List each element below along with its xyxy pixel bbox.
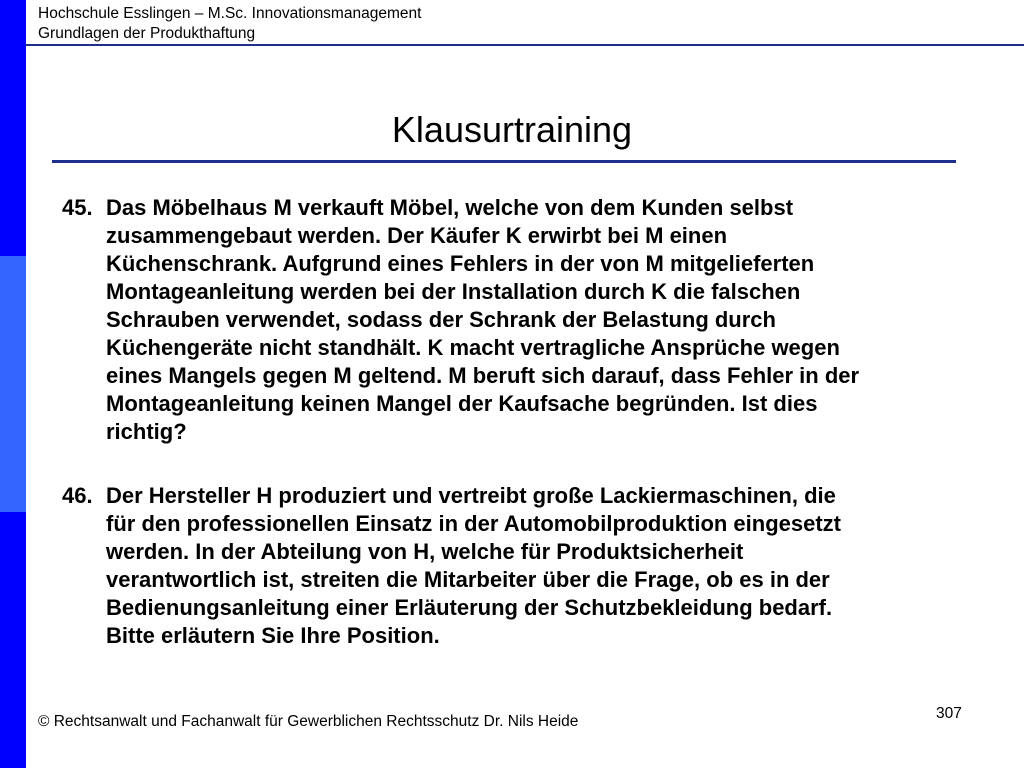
question-item	[62, 482, 1012, 650]
footer-copyright: © Rechtsanwalt und Fachanwalt für Gewerblichen Rechtsschutz Dr. Nils Heide	[38, 713, 579, 730]
question-item	[62, 194, 1012, 446]
question-text: Das Möbelhaus M verkauft Möbel, welche von dem Kunden selbst zusammengebaut werden. Der Käufer K erwirbt bei M einen Küchenschrank. Aufgrund eines Fehlers in der von M mitgelieferten Montageanleitung werden bei der Installation durch K die falschen Schrauben verwendet, sodass der Schrank der Belastung durch Küchengeräte nicht standhält. K macht vertragliche Ansprüche wegen eines Mangels gegen M geltend. M beruft sich darauf, dass Fehler in der Montageanleitung keinen Mangel der Kaufsache begründen. Ist dies richtig?	[106, 195, 860, 444]
header-divider	[26, 44, 1024, 46]
question-number: 45.	[62, 195, 93, 220]
question-text: Der Hersteller H produziert und vertreibt große Lackiermaschinen, die für den professionellen Einsatz in der Automobilproduktion eingesetzt werden. In der Abteilung von H, welche für Produktsicherheit verantwortlich ist, streiten die Mitarbeiter über die Frage, ob es in der Bedienungsanleitung einer Erläuterung der Schutzbekleidung bedarf. Bitte erläutern Sie Ihre Position.	[106, 483, 842, 648]
question-number: 46.	[62, 483, 93, 508]
question-list	[62, 194, 1012, 650]
header-institution: Hochschule Esslingen – M.Sc. Innovationsmanagement	[38, 5, 422, 22]
slide-title: Klausurtraining	[391, 109, 633, 150]
slide-header	[38, 4, 421, 44]
header-course: Grundlagen der Produkthaftung	[38, 25, 256, 42]
title-underline	[52, 160, 956, 163]
page-number: 307	[936, 705, 962, 722]
side-bar-bottom	[0, 512, 26, 768]
side-bar-middle	[0, 256, 26, 512]
